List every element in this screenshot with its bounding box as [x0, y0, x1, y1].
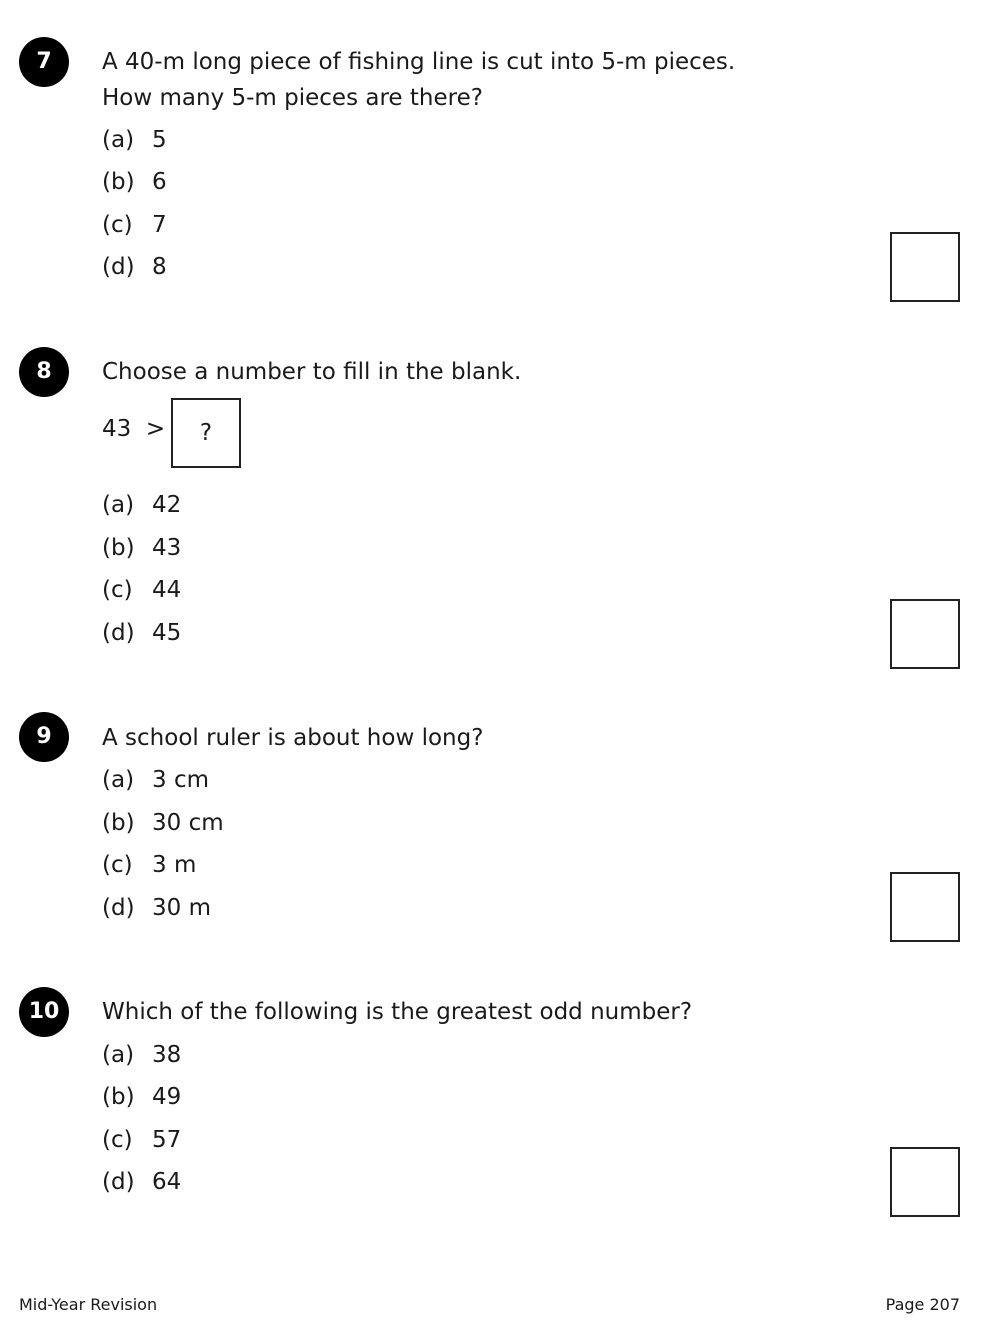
option-value: 57 — [152, 1127, 182, 1153]
question-number-badge: 8 — [19, 347, 69, 397]
option-value: 30 cm — [152, 810, 224, 836]
option-b[interactable] — [102, 807, 224, 839]
question-number-badge: 7 — [19, 37, 69, 87]
option-letter: (a) — [102, 1042, 135, 1068]
question-text-line: A school ruler is about how long? — [102, 725, 484, 751]
option-letter: (a) — [102, 127, 135, 153]
option-value: 30 m — [152, 895, 211, 921]
option-value: 49 — [152, 1084, 182, 1110]
question-text-line: How many 5-m pieces are there? — [102, 85, 483, 111]
option-letter: (c) — [102, 577, 133, 603]
option-b[interactable] — [102, 1081, 181, 1113]
option-value: 7 — [152, 212, 167, 238]
question-text — [102, 354, 521, 390]
question-text — [102, 994, 692, 1030]
option-letter: (c) — [102, 1127, 133, 1153]
option-value: 3 cm — [152, 767, 209, 793]
option-letter: (b) — [102, 535, 135, 561]
option-letter: (d) — [102, 1169, 135, 1195]
question-number-badge: 10 — [19, 987, 69, 1037]
answer-box[interactable] — [890, 1147, 960, 1217]
option-value: 45 — [152, 620, 182, 646]
option-letter: (c) — [102, 212, 133, 238]
question-number-badge: 9 — [19, 712, 69, 762]
answer-box[interactable] — [890, 872, 960, 942]
option-c[interactable] — [102, 209, 167, 241]
option-value: 42 — [152, 492, 182, 518]
question-text-line: A 40-m long piece of fishing line is cut into 5-m pieces. — [102, 49, 736, 75]
page-number: Page 207 — [885, 1295, 960, 1314]
option-value: 5 — [152, 127, 167, 153]
option-letter: (d) — [102, 254, 135, 280]
option-d[interactable] — [102, 251, 167, 283]
option-a[interactable] — [102, 489, 181, 521]
option-c[interactable] — [102, 1124, 181, 1156]
option-b[interactable] — [102, 532, 181, 564]
option-c[interactable] — [102, 849, 196, 881]
answer-box[interactable] — [890, 232, 960, 302]
option-letter: (b) — [102, 810, 135, 836]
question-text — [102, 720, 483, 756]
option-letter: (a) — [102, 492, 135, 518]
footer-title: Mid-Year Revision — [19, 1295, 158, 1314]
option-d[interactable] — [102, 617, 181, 649]
option-a[interactable] — [102, 764, 209, 796]
option-letter: (a) — [102, 767, 135, 793]
option-d[interactable] — [102, 892, 211, 924]
option-letter: (b) — [102, 1084, 135, 1110]
option-letter: (d) — [102, 895, 135, 921]
question-text-line: Which of the following is the greatest odd number? — [102, 999, 693, 1025]
option-value: 38 — [152, 1042, 182, 1068]
answer-box[interactable] — [890, 599, 960, 669]
option-value: 6 — [152, 169, 167, 195]
question-text — [102, 44, 735, 116]
blank-box: ? — [171, 398, 241, 468]
option-d[interactable] — [102, 1166, 181, 1198]
option-letter: (d) — [102, 620, 135, 646]
option-a[interactable] — [102, 1039, 181, 1071]
option-value: 43 — [152, 535, 182, 561]
option-value: 8 — [152, 254, 167, 280]
option-value: 64 — [152, 1169, 182, 1195]
option-value: 44 — [152, 577, 182, 603]
option-value: 3 m — [152, 852, 197, 878]
option-a[interactable] — [102, 124, 167, 156]
question-text-line: Choose a number to fill in the blank. — [102, 359, 522, 385]
option-b[interactable] — [102, 166, 167, 198]
comparison-expression: 43 > — [102, 416, 166, 442]
option-letter: (b) — [102, 169, 135, 195]
option-letter: (c) — [102, 852, 133, 878]
option-c[interactable] — [102, 574, 181, 606]
